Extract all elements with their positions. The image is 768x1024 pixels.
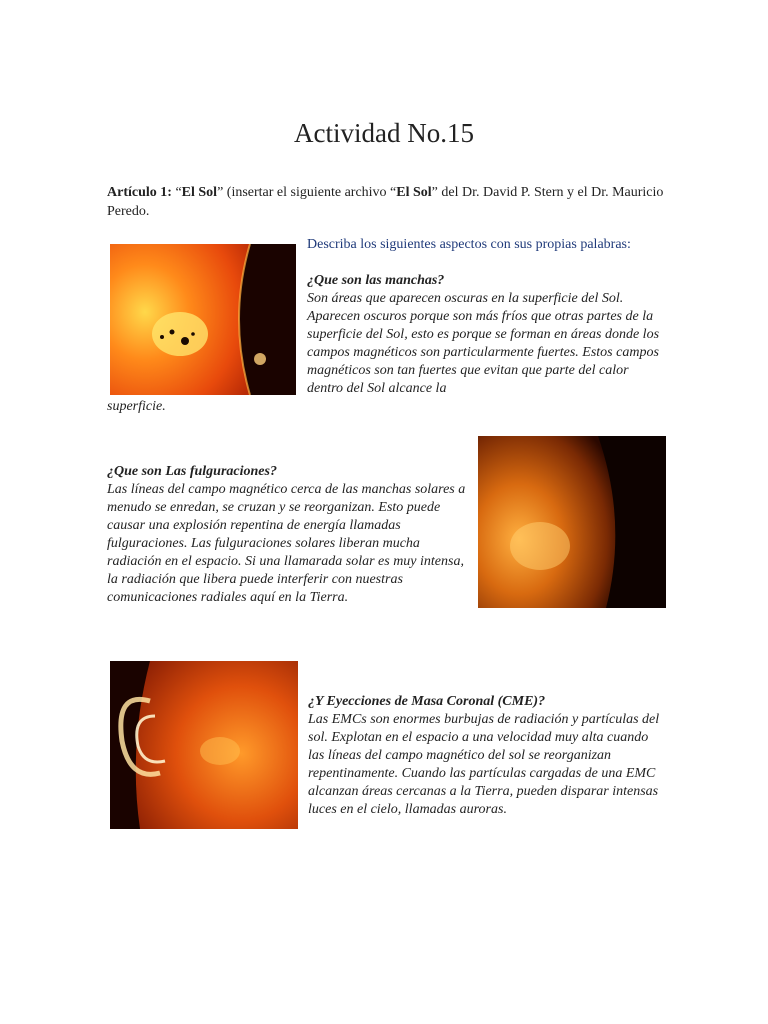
section-flares [107, 463, 467, 607]
section-sunspots-tail: superficie. [107, 399, 166, 414]
coronal-mass-ejection-image [110, 661, 298, 829]
intro-paragraph [107, 183, 667, 221]
section-heading: ¿Que son Las fulguraciones? [107, 464, 277, 479]
intro-quote-open: “ [175, 185, 182, 200]
section-heading: ¿Y Eyecciones de Masa Coronal (CME)? [308, 694, 546, 709]
sunspots-image [110, 244, 296, 395]
intro-rest: ” del Dr. David P. Stern y el Dr. Mauricio Peredo. [107, 185, 664, 219]
instruction-text: Describa los siguientes aspectos con sus propias palabras: [307, 237, 631, 252]
section-body: Las EMCs son enormes burbujas de radiación y partículas del sol. Explotan en el espacio a una velocidad muy alta cuando las líneas del campo magnético del sol se reorganizan repentinamente. Cuando las partículas cargadas de una EMC alcanzan áreas cercanas a la Tierra, pueden disparar intensas luces en el cielo, llamadas auroras. [308, 712, 660, 817]
section-cme [308, 693, 664, 819]
file-name: El Sol [396, 185, 432, 200]
section-sunspots [307, 272, 663, 398]
solar-flare-image [478, 436, 666, 608]
article-name: El Sol [181, 185, 218, 200]
section-heading: ¿Que son las manchas? [307, 273, 445, 288]
section-body: Son áreas que aparecen oscuras en la superficie del Sol. Aparecen oscuros porque son más fríos que otras partes de la superficie del Sol, esto es porque se forman en áreas donde los campos magnéticos son particularmente fuertes. Estos campos magnéticos son tan fuertes que evitan que parte del calor dentro del Sol alcance la [307, 291, 660, 396]
section-body: Las líneas del campo magnético cerca de las manchas solares a menudo se enredan, se cruzan y se reorganizan. Esto puede causar una explosión repentina de energía llamadas fulguraciones. Las fulguraciones solares liberan mucha radiación en el espacio. Si una llamarada solar es muy intensa, la radiación que libera puede interferir con nuestras comunicaciones radiales aquí en la Tierra. [107, 482, 466, 605]
page-title: Actividad No.15 [294, 118, 474, 148]
intro-mid: ” (insertar el siguiente archivo “ [217, 185, 397, 200]
article-label: Artículo 1: [107, 185, 172, 200]
